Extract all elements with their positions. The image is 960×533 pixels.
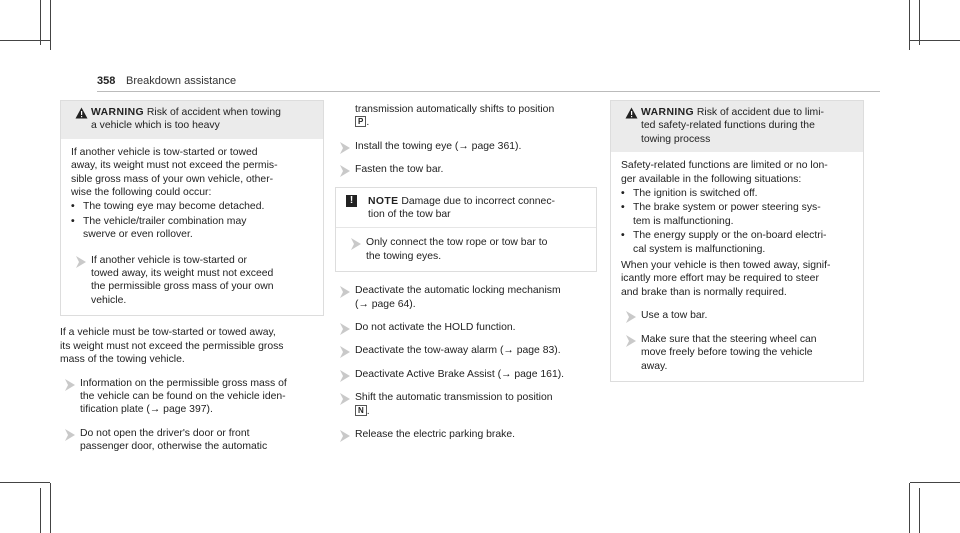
instruction-step: Shift the automatic transmission to position N . bbox=[335, 391, 597, 418]
step-arrow-icon bbox=[62, 428, 76, 442]
header-divider bbox=[97, 91, 880, 92]
warning-label: WARNING bbox=[641, 107, 695, 118]
step-arrow-icon bbox=[337, 369, 351, 383]
note-body bbox=[336, 227, 596, 271]
warning-text: Safety-related functions are limited or no lon- ger available in the following situations: bbox=[621, 160, 828, 185]
step-arrow-icon bbox=[337, 392, 351, 406]
instruction-step: Do not activate the HOLD function. bbox=[335, 321, 597, 334]
warning-title bbox=[71, 106, 313, 133]
note-label: NOTE bbox=[368, 195, 399, 207]
warning-triangle-icon bbox=[625, 107, 638, 119]
warning-title-line: a vehicle which is too heavy bbox=[91, 120, 220, 132]
note-box bbox=[335, 187, 597, 273]
step-arrow-icon bbox=[73, 255, 87, 269]
crop-mark bbox=[50, 0, 51, 50]
list-item: • The energy supply or the on-board electri- cal system is malfunctioning. bbox=[621, 229, 853, 256]
list-item: • The vehicle/trailer combination may swerve or even rollover. bbox=[71, 215, 313, 242]
warning-text: If another vehicle is tow-started or towed away, its weight must not exceed the permis- sible gross mass of your own vehicle, other- wise the following could occur: bbox=[71, 146, 278, 199]
crop-mark bbox=[0, 40, 50, 41]
step-arrow-icon bbox=[337, 429, 351, 443]
warning-title-line: Risk of accident when towing bbox=[144, 107, 281, 118]
column-middle bbox=[335, 103, 597, 442]
warning-box bbox=[610, 100, 864, 382]
step-arrow-icon bbox=[337, 285, 351, 299]
crop-mark bbox=[909, 483, 910, 533]
warning-label: WARNING bbox=[91, 107, 145, 118]
crop-mark bbox=[0, 482, 50, 483]
crop-mark bbox=[40, 0, 41, 45]
list-item: • The brake system or power steering sys- tem is malfunctioning. bbox=[621, 201, 853, 228]
section-title: Breakdown assistance bbox=[126, 75, 237, 87]
instruction-step: Deactivate the automatic locking mechanism (→ page 64). bbox=[335, 284, 597, 311]
instruction-step: Use a tow bar. bbox=[621, 309, 853, 322]
crop-mark bbox=[919, 488, 920, 533]
step-arrow-icon bbox=[337, 164, 351, 178]
gear-p-symbol: P bbox=[355, 116, 366, 127]
instruction-step: If another vehicle is tow-started or towed away, its weight must not exceed the permissible gross mass of your own vehicle. bbox=[71, 254, 313, 308]
warning-header bbox=[61, 101, 323, 139]
note-title: NOTE Damage due to incorrect connec- tion of the tow bar bbox=[368, 195, 555, 221]
instruction-step: Install the towing eye (→ page 361). bbox=[335, 140, 597, 153]
instruction-step: Make sure that the steering wheel can move freely before towing the vehicle away. bbox=[621, 333, 853, 373]
instruction-step-continued: transmission automatically shifts to position P . bbox=[355, 104, 555, 129]
crop-mark bbox=[919, 0, 920, 45]
crop-mark bbox=[50, 483, 51, 533]
instruction-step: Release the electric parking brake. bbox=[335, 428, 597, 441]
warning-text: When your vehicle is then towed away, signif- icantly more effort may be required to steer and brake than is normally required. bbox=[621, 260, 831, 298]
instruction-step: Only connect the tow rope or tow bar to the towing eyes. bbox=[346, 236, 586, 263]
instruction-step: Fasten the tow bar. bbox=[335, 163, 597, 176]
paragraph: If a vehicle must be tow-started or towed away, its weight must not exceed the permissible gross mass of the towing vehicle. bbox=[60, 327, 284, 366]
instruction-step: Deactivate Active Brake Assist (→ page 161). bbox=[335, 368, 597, 381]
instruction-step: Information on the permissible gross mass of the vehicle can be found on the vehicle iden- tification plate (→ page 397). bbox=[60, 377, 324, 417]
page-number: 358 bbox=[97, 75, 116, 87]
list-item: • The towing eye may become detached. bbox=[71, 200, 313, 213]
crop-mark bbox=[910, 40, 960, 41]
column-right bbox=[610, 100, 864, 382]
step-arrow-icon bbox=[623, 310, 637, 324]
step-arrow-icon bbox=[337, 141, 351, 155]
gear-n-symbol: N bbox=[355, 405, 367, 416]
warning-box bbox=[60, 100, 324, 316]
warning-header bbox=[611, 101, 863, 152]
warning-body bbox=[611, 152, 863, 381]
notice-icon: ! bbox=[346, 195, 357, 207]
instruction-step: Deactivate the tow-away alarm (→ page 83). bbox=[335, 344, 597, 357]
instruction-step: Do not open the driver's door or front passenger door, otherwise the automatic bbox=[60, 427, 324, 454]
warning-title: WARNING Risk of accident due to limi- ted safety-related functions during the towing process bbox=[641, 107, 824, 145]
step-arrow-icon bbox=[337, 345, 351, 359]
crop-mark bbox=[40, 488, 41, 533]
crop-mark bbox=[910, 482, 960, 483]
warning-body bbox=[61, 139, 323, 315]
step-arrow-icon bbox=[337, 322, 351, 336]
column-left bbox=[60, 100, 324, 454]
warning-triangle-icon bbox=[75, 107, 88, 119]
note-header bbox=[336, 188, 596, 228]
list-item: • The ignition is switched off. bbox=[621, 187, 853, 200]
step-arrow-icon bbox=[348, 237, 362, 251]
step-arrow-icon bbox=[623, 334, 637, 348]
step-arrow-icon bbox=[62, 378, 76, 392]
crop-mark bbox=[909, 0, 910, 50]
